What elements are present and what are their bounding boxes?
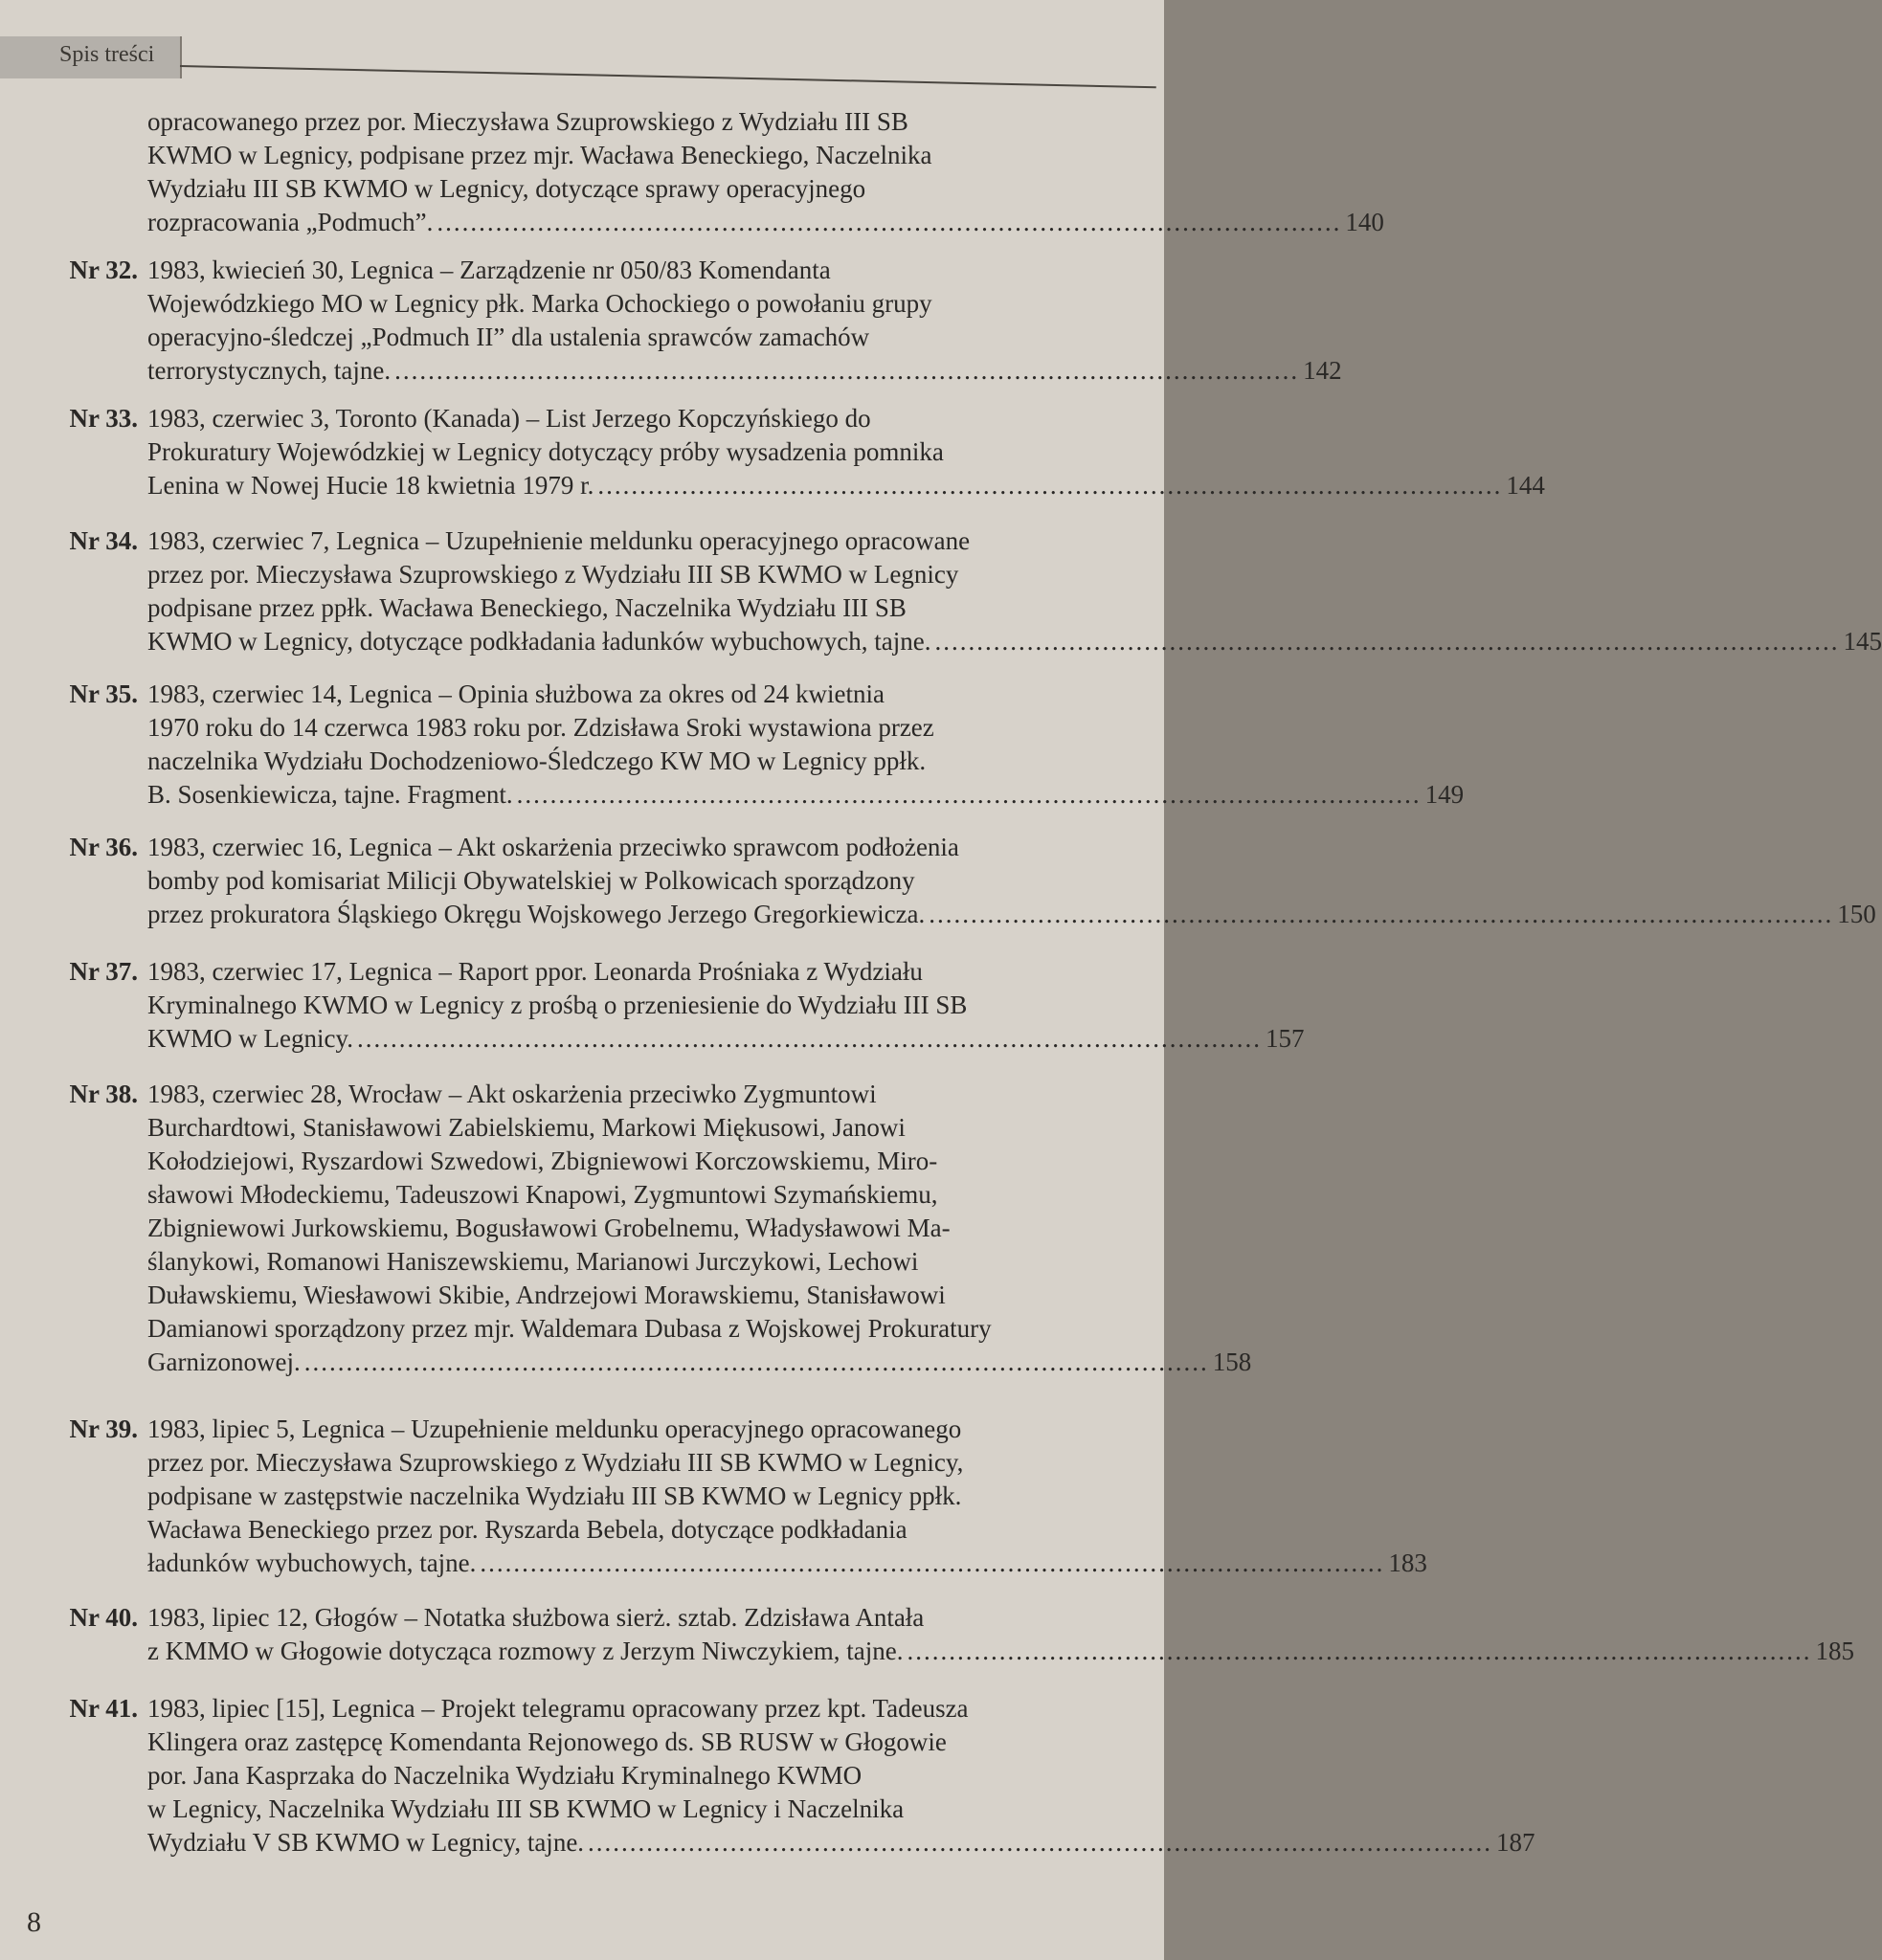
entry-last-line xyxy=(147,1022,1305,1056)
toc-entry xyxy=(31,1413,1427,1580)
toc-entry xyxy=(31,105,1384,239)
entry-number: Nr 39. xyxy=(69,1414,138,1443)
page-reference: 145 xyxy=(1843,627,1882,656)
entry-line: KWMO w Legnicy, dotyczące podkładania ładunków wybuchowych, tajne. xyxy=(147,627,931,656)
entry-line: Lenina w Nowej Hucie 18 kwietnia 1979 r. xyxy=(147,471,594,500)
entry-line: 1970 roku do 14 czerwca 1983 roku por. Zdzisława Sroki wystawiona przez xyxy=(147,713,934,742)
page-reference: 185 xyxy=(1815,1637,1854,1665)
entry-line: sławowi Młodeckiemu, Tadeuszowi Knapowi, Zygmuntowi Szymańskiemu, xyxy=(147,1180,938,1209)
entry-text xyxy=(147,1601,1040,1635)
entry-text xyxy=(147,524,1040,625)
entry-line: Klingera oraz zastępcę Komendanta Rejonowego ds. SB RUSW w Głogowie xyxy=(147,1727,947,1756)
entry-number: Nr 41. xyxy=(69,1694,138,1723)
entry-text xyxy=(147,678,1040,778)
entry-text xyxy=(147,955,1040,1022)
entry-line: Damianowi sporządzony przez mjr. Waldemara Dubasa z Wojskowej Prokuratury xyxy=(147,1314,992,1343)
entry-line: Wydziału V SB KWMO w Legnicy, tajne. xyxy=(147,1828,585,1857)
entry-last-line xyxy=(147,898,1876,931)
entry-line: bomby pod komisariat Milicji Obywatelskiej w Polkowicach sporządzony xyxy=(147,866,915,895)
entry-line: KWMO w Legnicy, podpisane przez mjr. Wacława Beneckiego, Naczelnika xyxy=(147,141,932,169)
entry-line: 1983, czerwiec 7, Legnica – Uzupełnienie meldunku operacyjnego opracowane xyxy=(147,526,971,555)
entry-last-line xyxy=(147,206,1384,239)
toc-entry xyxy=(31,955,1305,1056)
entry-text xyxy=(147,402,1040,469)
entry-line: terrorystycznych, tajne. xyxy=(147,356,392,385)
dot-leader: ............................................................................................................ xyxy=(934,627,1840,656)
dot-leader: ............................................................................................................ xyxy=(356,1024,1262,1053)
entry-text xyxy=(147,1692,1040,1826)
entry-number: Nr 33. xyxy=(69,404,138,433)
entry-number: Nr 35. xyxy=(69,679,138,708)
toc-entry xyxy=(31,524,1882,658)
entry-number: Nr 36. xyxy=(69,833,138,861)
page-reference: 150 xyxy=(1837,900,1876,928)
dot-leader: ............................................................................................................ xyxy=(516,780,1422,809)
entry-line: B. Sosenkiewicza, tajne. Fragment. xyxy=(147,780,513,809)
entry-number: Nr 32. xyxy=(69,256,138,284)
entry-last-line xyxy=(147,469,1545,502)
entry-line: 1983, czerwiec 28, Wrocław – Akt oskarżenia przeciwko Zygmuntowi xyxy=(147,1080,877,1108)
page-reference: 157 xyxy=(1265,1024,1305,1053)
entry-line: Wojewódzkiego MO w Legnicy płk. Marka Ochockiego o powołaniu grupy xyxy=(147,289,932,318)
entry-last-line xyxy=(147,1826,1535,1860)
entry-text xyxy=(147,1413,1040,1547)
page-reference: 149 xyxy=(1424,780,1465,809)
entry-line: Burchardtowi, Stanisławowi Zabielskiemu, Markowi Miękusowi, Janowi xyxy=(147,1113,906,1142)
running-title: Spis treści xyxy=(59,42,155,67)
toc-entry xyxy=(31,254,1342,388)
dot-leader: ............................................................................................................ xyxy=(588,1828,1493,1857)
entry-last-line xyxy=(147,1635,1854,1668)
entry-number: Nr 40. xyxy=(69,1603,138,1632)
entry-line: 1983, lipiec 5, Legnica – Uzupełnienie meldunku operacyjnego opracowanego xyxy=(147,1414,962,1443)
entry-line: Wydziału III SB KWMO w Legnicy, dotyczące sprawy operacyjnego xyxy=(147,174,866,203)
entry-line: Garnizonowej. xyxy=(147,1348,301,1376)
toc-entry xyxy=(31,1692,1535,1860)
entry-number: Nr 37. xyxy=(69,957,138,986)
page-reference: 142 xyxy=(1303,356,1342,385)
dot-leader: ............................................................................................................ xyxy=(437,208,1342,236)
entry-last-line xyxy=(147,1346,1252,1379)
dot-leader: ............................................................................................................ xyxy=(907,1637,1812,1665)
entry-last-line xyxy=(147,1547,1427,1580)
entry-line: Prokuratury Wojewódzkiej w Legnicy dotyczący próby wysadzenia pomnika xyxy=(147,437,944,466)
page-reference: 140 xyxy=(1345,208,1384,236)
entry-line: 1983, czerwiec 16, Legnica – Akt oskarżenia przeciwko sprawcom podłożenia xyxy=(147,833,959,861)
entry-line: naczelnika Wydziału Dochodzeniowo-Śledczego KW MO w Legnicy ppłk. xyxy=(147,746,927,775)
entry-line: przez por. Mieczysława Szuprowskiego z Wydziału III SB KWMO w Legnicy xyxy=(147,560,959,589)
entry-line: rozpracowania „Podmuch”. xyxy=(147,208,434,236)
dot-leader: ............................................................................................................ xyxy=(394,356,1300,385)
entry-line: 1983, lipiec [15], Legnica – Projekt telegramu opracowany przez kpt. Tadeusza xyxy=(147,1694,969,1723)
entry-line: przez por. Mieczysława Szuprowskiego z Wydziału III SB KWMO w Legnicy, xyxy=(147,1448,964,1477)
entry-line: 1983, kwiecień 30, Legnica – Zarządzenie nr 050/83 Komendanta xyxy=(147,256,831,284)
entry-line: podpisane w zastępstwie naczelnika Wydziału III SB KWMO w Legnicy ppłk. xyxy=(147,1481,962,1510)
entry-number: Nr 34. xyxy=(69,526,138,555)
page-reference: 158 xyxy=(1212,1348,1252,1376)
toc-entry xyxy=(31,1078,1252,1379)
entry-line: opracowanego przez por. Mieczysława Szuprowskiego z Wydziału III SB xyxy=(147,107,908,136)
entry-line: z KMMO w Głogowie dotycząca rozmowy z Jerzym Niwczykiem, tajne. xyxy=(147,1637,904,1665)
dot-leader: ............................................................................................................ xyxy=(480,1548,1385,1577)
entry-text xyxy=(147,105,1040,206)
entry-last-line xyxy=(147,778,1465,812)
toc-entry xyxy=(31,402,1545,502)
entry-text xyxy=(147,1078,1040,1346)
toc-entry xyxy=(31,831,1876,931)
entry-line: 1983, czerwiec 3, Toronto (Kanada) – List Jerzego Kopczyńskiego do xyxy=(147,404,871,433)
dot-leader: ............................................................................................................ xyxy=(303,1348,1209,1376)
entry-line: ślanykowi, Romanowi Haniszewskiemu, Marianowi Jurczykowi, Lechowi xyxy=(147,1247,919,1276)
entry-line: Kołodziejowi, Ryszardowi Szwedowi, Zbigniewowi Korczowskiemu, Miro- xyxy=(147,1147,938,1175)
entry-line: przez prokuratora Śląskiego Okręgu Wojskowego Jerzego Gregorkiewicza. xyxy=(147,900,926,928)
entry-last-line xyxy=(147,354,1342,388)
entry-line: ładunków wybuchowych, tajne. xyxy=(147,1548,477,1577)
entry-line: Duławskiemu, Wiesławowi Skibie, Andrzejowi Morawskiemu, Stanisławowi xyxy=(147,1281,946,1309)
entry-last-line xyxy=(147,625,1882,658)
entry-line: Kryminalnego KWMO w Legnicy z prośbą o przeniesienie do Wydziału III SB xyxy=(147,991,968,1019)
entry-line: 1983, czerwiec 17, Legnica – Raport ppor. Leonarda Prośniaka z Wydziału xyxy=(147,957,923,986)
page-number: 8 xyxy=(27,1906,41,1938)
toc-entry xyxy=(31,678,1465,812)
toc-entry xyxy=(31,1601,1854,1668)
dot-leader: ............................................................................................................ xyxy=(929,900,1834,928)
page-reference: 183 xyxy=(1388,1548,1427,1577)
entry-line: 1983, czerwiec 14, Legnica – Opinia służbowa za okres od 24 kwietnia xyxy=(147,679,885,708)
entry-line: podpisane przez ppłk. Wacława Beneckiego, Naczelnika Wydziału III SB xyxy=(147,593,907,622)
entry-line: por. Jana Kasprzaka do Naczelnika Wydziału Kryminalnego KWMO xyxy=(147,1761,863,1790)
page-reference: 144 xyxy=(1506,471,1545,500)
entry-line: w Legnicy, Naczelnika Wydziału III SB KWMO w Legnicy i Naczelnika xyxy=(147,1794,905,1823)
entry-line: Zbigniewowi Jurkowskiemu, Bogusławowi Grobelnemu, Władysławowi Ma- xyxy=(147,1214,951,1242)
entry-line: operacyjno-śledczej „Podmuch II” dla ustalenia sprawców zamachów xyxy=(147,323,870,351)
entry-number: Nr 38. xyxy=(69,1080,138,1108)
entry-line: Wacława Beneckiego przez por. Ryszarda Bebela, dotyczące podkładania xyxy=(147,1515,907,1544)
entry-line: KWMO w Legnicy. xyxy=(147,1024,353,1053)
dot-leader: ............................................................................................................ xyxy=(597,471,1503,500)
entry-text xyxy=(147,831,1040,898)
page-reference: 187 xyxy=(1496,1828,1535,1857)
entry-line: 1983, lipiec 12, Głogów – Notatka służbowa sierż. sztab. Zdzisława Antała xyxy=(147,1603,925,1632)
entry-text xyxy=(147,254,1040,354)
